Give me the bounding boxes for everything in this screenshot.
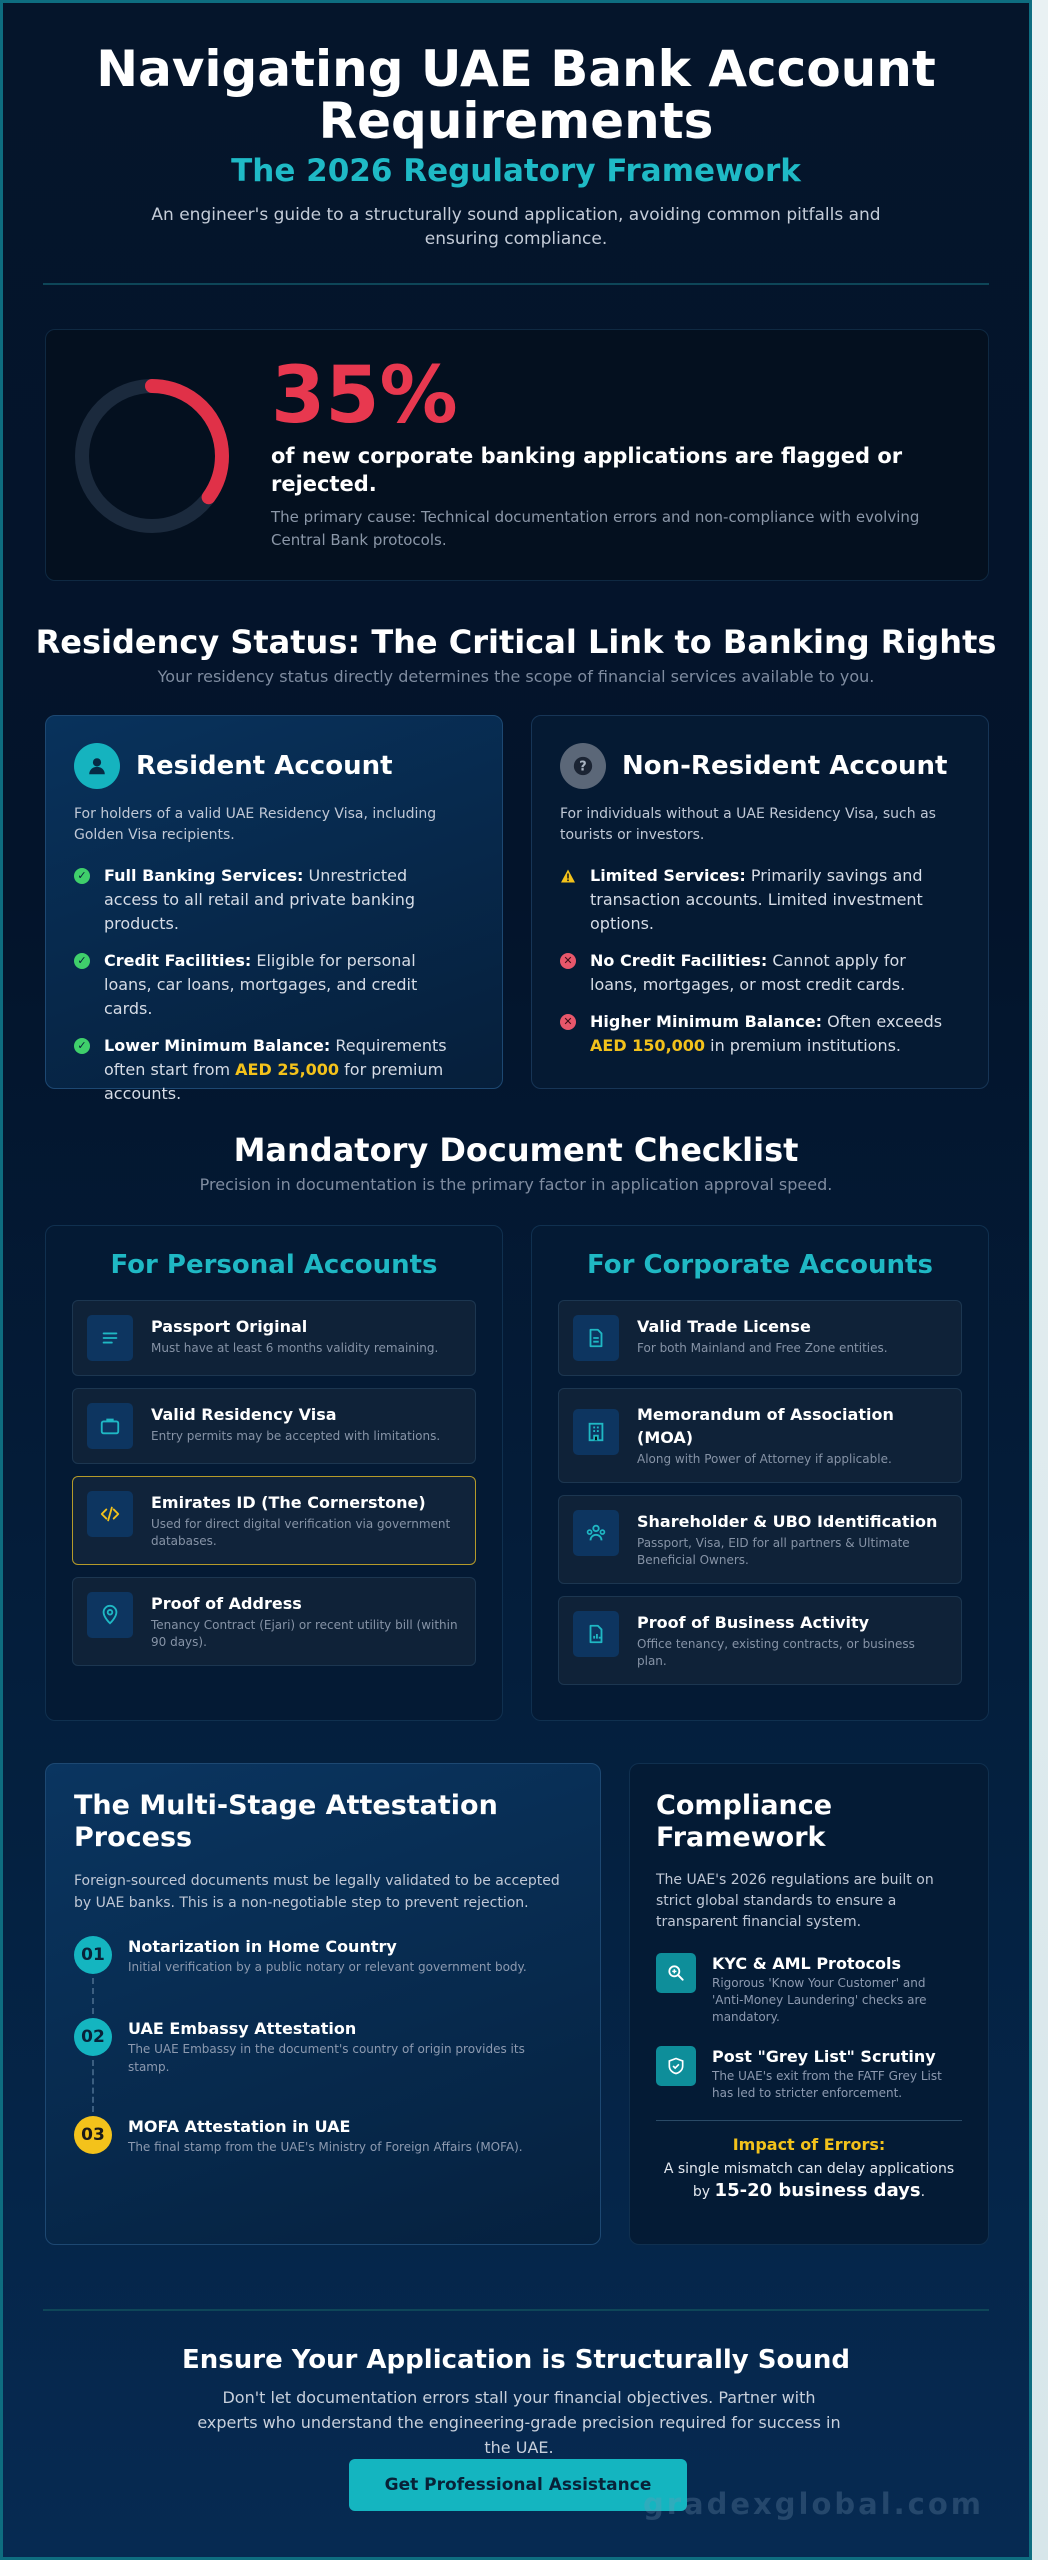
list-item <box>74 949 474 1021</box>
location-pin-icon <box>87 1592 133 1638</box>
item-label: No Credit Facilities: <box>590 951 768 970</box>
compliance-item-name: KYC & AML Protocols <box>712 1954 902 1973</box>
document-item <box>558 1388 962 1483</box>
item-text: for premium accounts. <box>104 1060 444 1103</box>
residency-subtitle: Your residency status directly determines the scope of financial services available to you. <box>157 667 875 686</box>
balance-highlight: AED 25,000 <box>235 1060 340 1079</box>
page-edge <box>1032 0 1048 2560</box>
item-text: Often exceeds <box>822 1012 943 1031</box>
question-icon <box>560 743 606 789</box>
item-label: Credit Facilities: <box>104 951 252 970</box>
nonresident-header <box>560 742 960 790</box>
stat-note: The primary cause: Technical documentation errors and non-compliance with evolving Central Bank protocols. <box>271 508 920 549</box>
item-label: Full Banking Services: <box>104 866 304 885</box>
chart-document-icon <box>573 1611 619 1657</box>
item-text: Eligible for personal loans, car loans, mortgages, and credit cards. <box>104 951 418 1018</box>
cta-text: Don't let documentation errors stall your financial objectives. Partner with experts who understand the engineering-grade precision required for success in the UAE. <box>197 2388 841 2457</box>
step-number: 02 <box>74 2018 112 2056</box>
code-icon <box>87 1491 133 1537</box>
resident-header <box>74 742 474 790</box>
item-text: Primarily savings and transaction accounts. Limited investment options. <box>590 866 923 933</box>
divider <box>43 2309 989 2311</box>
item-text: Cannot apply for loans, mortgages, or most credit cards. <box>590 951 906 994</box>
check-icon: ✓ <box>74 953 90 969</box>
item-label: Lower Minimum Balance: <box>104 1036 331 1055</box>
residency-title: Residency Status: The Critical Link to Banking Rights <box>35 623 997 661</box>
compliance-item-note: Rigorous 'Know Your Customer' and 'Anti-Money Laundering' checks are mandatory. <box>712 1976 927 2024</box>
check-icon: ✓ <box>74 868 90 884</box>
attestation-title: The Multi-Stage Attestation Process <box>74 1790 498 1853</box>
page-subtitle: The 2026 Regulatory Framework <box>231 153 801 189</box>
step-number: 03 <box>74 2116 112 2154</box>
balance-highlight: AED 150,000 <box>590 1036 706 1055</box>
attestation-step <box>74 2116 572 2198</box>
list-item <box>560 864 960 936</box>
document-name: Valid Residency Visa <box>151 1405 337 1424</box>
document-item <box>558 1495 962 1584</box>
passport-icon <box>87 1315 133 1361</box>
check-icon: ✓ <box>74 1038 90 1054</box>
document-note: For both Mainland and Free Zone entities. <box>637 1341 888 1355</box>
attestation-step <box>74 1936 572 2018</box>
document-note: Office tenancy, existing contracts, or business plan. <box>637 1637 915 1668</box>
document-name: Shareholder & UBO Identification <box>637 1512 938 1531</box>
step-note: The final stamp from the UAE's Ministry of Foreign Affairs (MOFA). <box>128 2140 523 2154</box>
cross-icon: ✕ <box>560 1014 576 1030</box>
non-resident-account-card <box>531 715 989 1089</box>
resident-desc: For holders of a valid UAE Residency Visa, including Golden Visa recipients. <box>74 806 437 843</box>
user-icon <box>74 743 120 789</box>
document-note: Along with Power of Attorney if applicable. <box>637 1452 892 1466</box>
document-icon <box>573 1315 619 1361</box>
group-icon <box>573 1510 619 1556</box>
stat-percent: 35% <box>271 351 458 441</box>
list-item <box>74 864 474 936</box>
document-item <box>558 1300 962 1376</box>
watermark: gradexglobal.com <box>643 2487 985 2521</box>
get-assistance-button[interactable]: Get Professional Assistance <box>349 2459 687 2511</box>
briefcase-icon <box>87 1403 133 1449</box>
attestation-card <box>45 1763 601 2245</box>
impact-box <box>656 2135 962 2203</box>
header <box>3 3 1029 285</box>
list-item <box>560 949 960 997</box>
compliance-item <box>656 2046 962 2102</box>
document-item-highlighted <box>72 1476 476 1565</box>
document-item <box>72 1577 476 1666</box>
svg-text:?: ? <box>579 759 587 775</box>
document-item <box>72 1388 476 1464</box>
document-note: Used for direct digital verification via government databases. <box>151 1517 451 1548</box>
list-item <box>560 1010 960 1058</box>
step-title: UAE Embassy Attestation <box>128 2019 357 2038</box>
impact-text <box>656 2158 962 2203</box>
document-note: Entry permits may be accepted with limitations. <box>151 1429 441 1443</box>
documents-subtitle: Precision in documentation is the primary factor in application approval speed. <box>199 1175 833 1194</box>
resident-benefits <box>74 864 474 1106</box>
step-title: Notarization in Home Country <box>128 1937 397 1956</box>
magnifier-icon <box>656 1953 696 1993</box>
nonresident-title: Non-Resident Account <box>622 751 948 781</box>
item-text: in premium institutions. <box>705 1036 901 1055</box>
compliance-item <box>656 1953 962 2026</box>
nonresident-limits <box>560 864 960 1058</box>
document-name: Memorandum of Association (MOA) <box>637 1405 894 1447</box>
compliance-item-note: The UAE's exit from the FATF Grey List has led to stricter enforcement. <box>712 2069 942 2100</box>
resident-account-card <box>45 715 503 1103</box>
cta-title: Ensure Your Application is Structurally Sound <box>181 2345 851 2375</box>
stat-card <box>45 329 989 581</box>
compliance-card <box>629 1763 989 2245</box>
step-connector <box>92 1978 94 2014</box>
corporate-title: For Corporate Accounts <box>587 1250 933 1280</box>
attestation-step <box>74 2018 572 2116</box>
document-note: Must have at least 6 months validity remaining. <box>151 1341 439 1355</box>
attestation-desc: Foreign-sourced documents must be legally validated to be accepted by UAE banks. This is a non-negotiable step to prevent rejection. <box>74 1873 560 1911</box>
item-label: Limited Services: <box>590 866 746 885</box>
impact-text-tail: . <box>920 2184 926 2200</box>
stat-headline: of new corporate banking applications are flagged or rejected. <box>271 444 903 496</box>
step-title: MOFA Attestation in UAE <box>128 2117 351 2136</box>
document-name: Proof of Address <box>151 1594 302 1613</box>
divider <box>43 283 989 285</box>
warning-icon <box>560 868 576 884</box>
intro-text: An engineer's guide to a structurally sound application, avoiding common pitfalls and ensuring compliance. <box>151 205 881 249</box>
document-note: Tenancy Contract (Ejari) or recent utility bill (within 90 days). <box>151 1618 458 1649</box>
compliance-title: Compliance Framework <box>656 1790 833 1853</box>
item-text: Unrestricted access to all retail and private banking products. <box>104 866 416 933</box>
page-title: Navigating UAE Bank Account Requirements <box>96 40 936 150</box>
step-connector <box>92 2060 94 2112</box>
compliance-item-name: Post "Grey List" Scrutiny <box>712 2047 936 2066</box>
item-label: Higher Minimum Balance: <box>590 1012 823 1031</box>
compliance-desc: The UAE's 2026 regulations are built on strict global standards to ensure a transparent financial system. <box>656 1872 934 1930</box>
corporate-documents-card <box>531 1225 989 1721</box>
step-note: Initial verification by a public notary or relevant government body. <box>128 1960 527 1974</box>
building-icon <box>573 1409 619 1455</box>
document-item <box>558 1596 962 1685</box>
cross-icon: ✕ <box>560 953 576 969</box>
impact-duration: 15-20 business days <box>714 2180 921 2201</box>
step-number: 01 <box>74 1936 112 1974</box>
nonresident-desc: For individuals without a UAE Residency Visa, such as tourists or investors. <box>560 806 936 843</box>
progress-ring <box>72 376 232 536</box>
impact-label: Impact of Errors: <box>732 2135 886 2154</box>
document-name: Emirates ID (The Cornerstone) <box>151 1493 426 1512</box>
attestation-steps <box>74 1936 572 2198</box>
document-name: Passport Original <box>151 1317 308 1336</box>
document-name: Valid Trade License <box>637 1317 811 1336</box>
step-note: The UAE Embassy in the document's country of origin provides its stamp. <box>128 2042 525 2074</box>
impact-text-lead: A single mismatch can delay applications by <box>663 2161 955 2200</box>
resident-title: Resident Account <box>136 751 393 781</box>
divider <box>656 2120 962 2121</box>
item-text: Requirements often start from <box>104 1036 447 1079</box>
document-name: Proof of Business Activity <box>637 1613 870 1632</box>
list-item <box>74 1034 474 1106</box>
document-item <box>72 1300 476 1376</box>
personal-documents-card <box>45 1225 503 1721</box>
personal-title: For Personal Accounts <box>110 1250 438 1280</box>
documents-title: Mandatory Document Checklist <box>233 1131 799 1169</box>
shield-icon <box>656 2046 696 2086</box>
document-note: Passport, Visa, EID for all partners & Ultimate Beneficial Owners. <box>637 1536 910 1567</box>
